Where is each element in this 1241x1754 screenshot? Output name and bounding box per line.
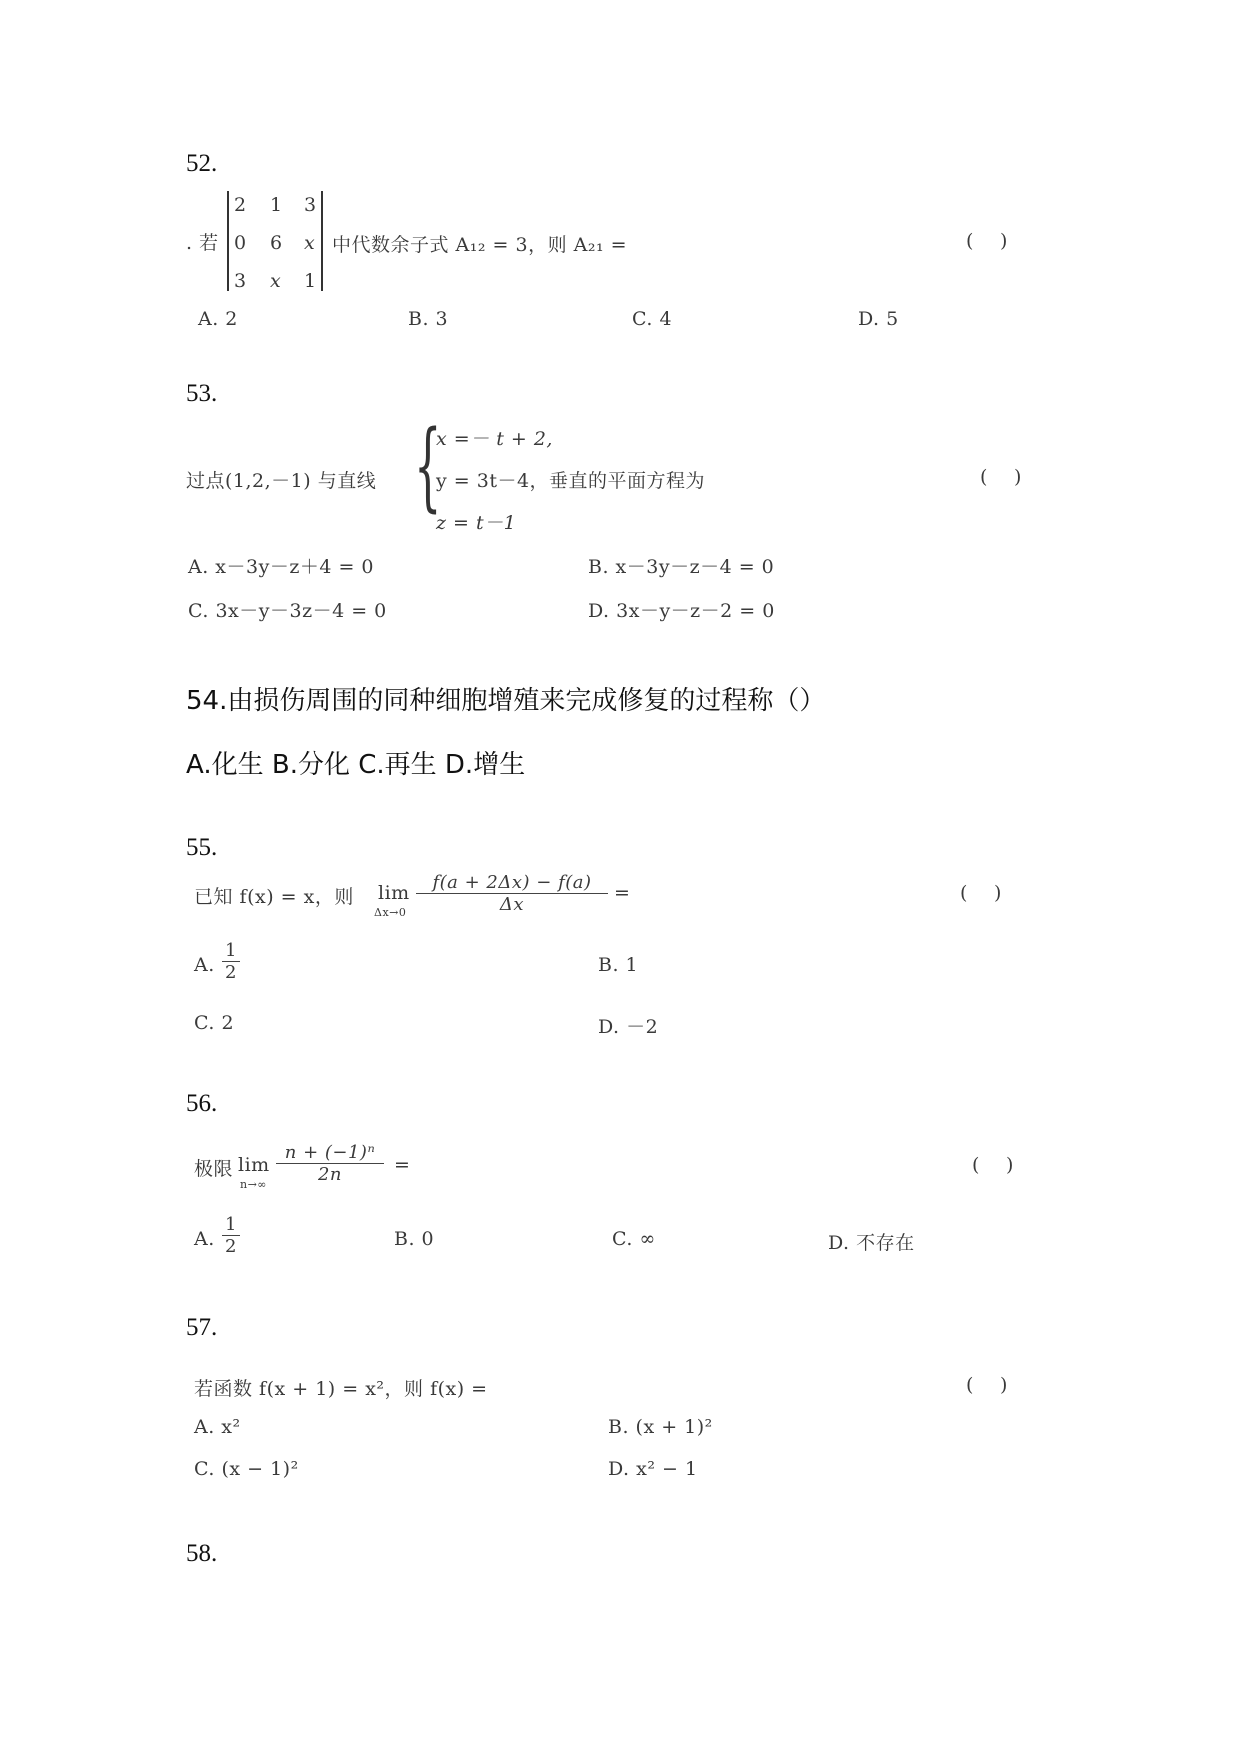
option-d: D. 3x－y－z－2 = 0 bbox=[588, 600, 775, 622]
matrix-cell: 2 bbox=[234, 194, 247, 216]
option-d: D. 不存在 bbox=[828, 1232, 915, 1254]
option-d: D. －2 bbox=[598, 1016, 659, 1038]
option-c: C. 3x－y－3z－4 = 0 bbox=[188, 600, 387, 622]
left-brace: { bbox=[414, 410, 442, 522]
option-b: B. 0 bbox=[394, 1228, 435, 1250]
matrix-cell: 0 bbox=[234, 232, 247, 254]
option-c: C. ∞ bbox=[612, 1228, 656, 1250]
answer-parentheses: ( ) bbox=[966, 1374, 1008, 1396]
option-a: A. 2 bbox=[198, 308, 238, 330]
fraction bbox=[276, 1142, 384, 1185]
fraction-denominator: 2 bbox=[225, 962, 237, 983]
equals-sign: = bbox=[394, 1154, 411, 1176]
fraction-numerator: 1 bbox=[225, 940, 237, 961]
option-a-label: A. bbox=[194, 954, 215, 976]
option-a: A. x－3y－z＋4 = 0 bbox=[188, 556, 375, 578]
option-c: C. 2 bbox=[194, 1012, 235, 1034]
answer-parentheses: ( ) bbox=[966, 230, 1008, 252]
answer-parentheses: ( ) bbox=[972, 1154, 1014, 1176]
system-line: x =－ t + 2, bbox=[436, 428, 553, 450]
option-c: C. (x − 1)² bbox=[194, 1458, 299, 1480]
question-number-57: 57. bbox=[186, 1314, 218, 1341]
matrix-cell: x bbox=[270, 270, 282, 292]
fraction-numerator: f(a + 2Δx) − f(a) bbox=[432, 872, 592, 893]
fraction-denominator: Δx bbox=[499, 894, 525, 915]
option-a: A. x² bbox=[194, 1416, 241, 1438]
matrix-cell: x bbox=[304, 232, 316, 254]
question-number-58: 58. bbox=[186, 1540, 218, 1567]
question-57-stem: 若函数 f(x + 1) = x²，则 f(x) = bbox=[194, 1378, 488, 1400]
limit-symbol: lim bbox=[238, 1154, 270, 1176]
answer-parentheses: ( ) bbox=[980, 466, 1022, 488]
limit-symbol: lim bbox=[378, 882, 410, 904]
matrix-cell: 1 bbox=[304, 270, 317, 292]
option-b: B. 3 bbox=[408, 308, 449, 330]
fraction-numerator: 1 bbox=[225, 1214, 237, 1235]
limit-subscript: n→∞ bbox=[240, 1178, 267, 1191]
option-b: B. x－3y－z－4 = 0 bbox=[588, 556, 775, 578]
option-b: B. 1 bbox=[598, 954, 639, 976]
question-54-stem: 54.由损伤周围的同种细胞增殖来完成修复的过程称（） bbox=[186, 686, 826, 716]
question-number-56: 56. bbox=[186, 1090, 218, 1117]
determinant-left-bar bbox=[227, 191, 229, 291]
fraction bbox=[416, 872, 608, 915]
q55-prefix: 已知 f(x) = x，则 bbox=[194, 886, 354, 908]
equals-sign: = bbox=[614, 882, 631, 904]
question-number-52: 52. bbox=[186, 150, 218, 177]
matrix-cell: 3 bbox=[234, 270, 247, 292]
q56-prefix: 极限 bbox=[194, 1158, 234, 1180]
q53-prefix: 过点(1,2,－1) 与直线 bbox=[186, 470, 377, 492]
fraction-denominator: 2 bbox=[225, 1236, 237, 1257]
fraction-numerator: n + (−1)ⁿ bbox=[284, 1142, 376, 1163]
limit-subscript: Δx→0 bbox=[374, 906, 407, 919]
option-b: B. (x + 1)² bbox=[608, 1416, 713, 1438]
matrix-cell: 6 bbox=[270, 232, 283, 254]
option-c: C. 4 bbox=[632, 308, 673, 330]
system-line: z = t－1 bbox=[436, 512, 517, 534]
system-line: y = 3t－4，垂直的平面方程为 bbox=[436, 470, 706, 492]
question-number-55: 55. bbox=[186, 834, 218, 861]
q52-prefix: . 若 bbox=[186, 232, 219, 254]
option-a-fraction bbox=[222, 1214, 240, 1257]
option-d: D. x² − 1 bbox=[608, 1458, 698, 1480]
question-54-options: A.化生 B.分化 C.再生 D.增生 bbox=[186, 750, 526, 780]
determinant-right-bar bbox=[321, 191, 323, 291]
q52-statement: 中代数余子式 A₁₂ = 3，则 A₂₁ = bbox=[332, 234, 628, 256]
option-d: D. 5 bbox=[858, 308, 899, 330]
fraction-denominator: 2n bbox=[317, 1164, 343, 1185]
option-a-fraction bbox=[222, 940, 240, 983]
matrix-cell: 3 bbox=[304, 194, 317, 216]
option-a-label: A. bbox=[194, 1228, 215, 1250]
question-number-53: 53. bbox=[186, 380, 218, 407]
answer-parentheses: ( ) bbox=[960, 882, 1002, 904]
matrix-cell: 1 bbox=[270, 194, 283, 216]
